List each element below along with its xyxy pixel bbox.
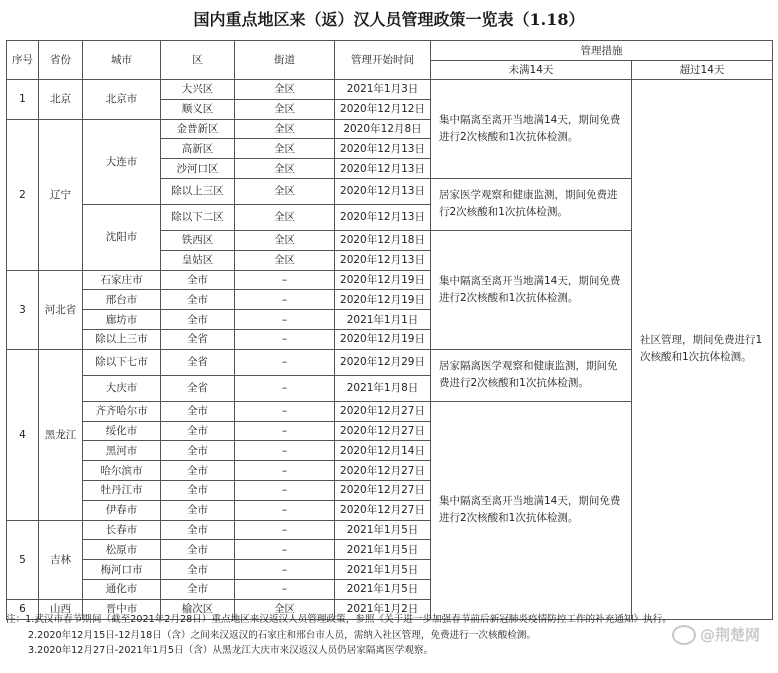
city-cell: 沈阳市 <box>83 204 161 270</box>
start-time-cell: 2021年1月5日 <box>335 579 431 599</box>
start-time-cell: 2020年12月19日 <box>335 329 431 349</box>
group-seq: 4 <box>7 349 39 520</box>
group-seq: 6 <box>7 599 39 619</box>
group-province: 黑龙江 <box>39 349 83 520</box>
city-cell: 黑河市 <box>83 441 161 461</box>
street-cell: 全区 <box>235 599 335 619</box>
street-cell: – <box>235 421 335 441</box>
district-cell: 全市 <box>161 520 235 540</box>
street-cell: 全区 <box>235 119 335 139</box>
district-cell: 全市 <box>161 560 235 580</box>
street-cell: – <box>235 560 335 580</box>
city-cell: 长春市 <box>83 520 161 540</box>
measure-cell: 集中隔离至离开当地满14天，期间免费进行2次核酸和1次抗体检测。 <box>431 230 632 349</box>
street-cell: – <box>235 375 335 401</box>
city-cell: 松原市 <box>83 540 161 560</box>
district-cell: 全市 <box>161 401 235 421</box>
district-cell: 沙河口区 <box>161 159 235 179</box>
district-cell: 全市 <box>161 500 235 520</box>
city-cell: 邢台市 <box>83 290 161 310</box>
group-province: 辽宁 <box>39 119 83 270</box>
street-cell: – <box>235 441 335 461</box>
district-cell: 全市 <box>161 310 235 330</box>
group-province: 北京 <box>39 80 83 120</box>
start-time-cell: 2021年1月3日 <box>335 80 431 100</box>
district-cell: 全省 <box>161 349 235 375</box>
street-cell: 全区 <box>235 99 335 119</box>
street-cell: 全区 <box>235 139 335 159</box>
header-district: 区 <box>161 41 235 80</box>
district-cell: 全市 <box>161 540 235 560</box>
start-time-cell: 2020年12月27日 <box>335 401 431 421</box>
street-cell: 全区 <box>235 204 335 230</box>
start-time-cell: 2020年12月29日 <box>335 349 431 375</box>
start-time-cell: 2020年12月12日 <box>335 99 431 119</box>
street-cell: – <box>235 500 335 520</box>
start-time-cell: 2020年12月13日 <box>335 204 431 230</box>
district-cell: 顺义区 <box>161 99 235 119</box>
street-cell: – <box>235 270 335 290</box>
city-cell: 通化市 <box>83 579 161 599</box>
city-cell: 哈尔滨市 <box>83 461 161 481</box>
start-time-cell: 2021年1月2日 <box>335 599 431 619</box>
district-cell: 全市 <box>161 441 235 461</box>
weibo-icon <box>672 625 696 645</box>
street-cell: – <box>235 480 335 500</box>
note-item: 2.2020年12月15日-12月18日（含）之间来汉返汉的石家庄和邢台市人员，需纳入社区管理，免费进行一次核酸检测。 <box>28 629 536 641</box>
header-city: 城市 <box>83 41 161 80</box>
group-province: 山西 <box>39 599 83 619</box>
measure-cell: 集中隔离至离开当地满14天，期间免费进行2次核酸和1次抗体检测。 <box>431 401 632 619</box>
street-cell: – <box>235 401 335 421</box>
start-time-cell: 2020年12月19日 <box>335 270 431 290</box>
district-cell: 全市 <box>161 270 235 290</box>
city-cell: 牡丹江市 <box>83 480 161 500</box>
start-time-cell: 2021年1月5日 <box>335 560 431 580</box>
header-street: 街道 <box>235 41 335 80</box>
start-time-cell: 2021年1月1日 <box>335 310 431 330</box>
start-time-cell: 2020年12月19日 <box>335 290 431 310</box>
district-cell: 金普新区 <box>161 119 235 139</box>
street-cell: – <box>235 540 335 560</box>
start-time-cell: 2020年12月14日 <box>335 441 431 461</box>
measure-cell: 居家隔离医学观察和健康监测，期间免费进行2次核酸和1次抗体检测。 <box>431 349 632 401</box>
start-time-cell: 2020年12月27日 <box>335 461 431 481</box>
street-cell: 全区 <box>235 159 335 179</box>
start-time-cell: 2020年12月8日 <box>335 119 431 139</box>
street-cell: 全区 <box>235 80 335 100</box>
start-time-cell: 2020年12月13日 <box>335 159 431 179</box>
district-cell: 全市 <box>161 290 235 310</box>
note-item: 3.2020年12月27日-2021年1月5日（含）从黑龙江大庆市来汉返汉人员仍居家隔离医学观察。 <box>28 645 434 656</box>
city-cell: 北京市 <box>83 80 161 120</box>
header-under14: 未满14天 <box>431 61 632 80</box>
watermark <box>672 624 760 645</box>
start-time-cell: 2020年12月27日 <box>335 500 431 520</box>
group-seq: 2 <box>7 119 39 270</box>
measure-cell: 居家医学观察和健康监测，期间免费进行2次核酸和1次抗体检测。 <box>431 178 632 230</box>
street-cell: – <box>235 520 335 540</box>
street-cell: – <box>235 310 335 330</box>
notes <box>6 612 772 659</box>
header-over14: 超过14天 <box>632 61 773 80</box>
street-cell: 全区 <box>235 230 335 250</box>
city-cell: 除以上三市 <box>83 329 161 349</box>
start-time-cell: 2021年1月8日 <box>335 375 431 401</box>
start-time-cell: 2020年12月13日 <box>335 139 431 159</box>
district-cell: 全省 <box>161 329 235 349</box>
city-cell: 大庆市 <box>83 375 161 401</box>
city-cell: 石家庄市 <box>83 270 161 290</box>
city-cell: 除以下七市 <box>83 349 161 375</box>
district-cell: 全市 <box>161 579 235 599</box>
city-cell: 齐齐哈尔市 <box>83 401 161 421</box>
district-cell: 除以上三区 <box>161 178 235 204</box>
street-cell: – <box>235 290 335 310</box>
start-time-cell: 2020年12月27日 <box>335 421 431 441</box>
street-cell: 全区 <box>235 250 335 270</box>
header-province: 省份 <box>39 41 83 80</box>
start-time-cell: 2020年12月27日 <box>335 480 431 500</box>
city-cell: 大连市 <box>83 119 161 204</box>
group-province: 吉林 <box>39 520 83 599</box>
city-cell: 绥化市 <box>83 421 161 441</box>
district-cell: 高新区 <box>161 139 235 159</box>
group-seq: 1 <box>7 80 39 120</box>
group-seq: 5 <box>7 520 39 599</box>
district-cell: 全市 <box>161 461 235 481</box>
page-title: 国内重点地区来（返）汉人员管理政策一览表（1.18） <box>193 10 585 29</box>
group-seq: 3 <box>7 270 39 349</box>
start-time-cell: 2020年12月18日 <box>335 230 431 250</box>
street-cell: – <box>235 329 335 349</box>
header-start-time: 管理开始时间 <box>335 41 431 80</box>
street-cell: – <box>235 579 335 599</box>
header-seq: 序号 <box>7 41 39 80</box>
policy-table <box>6 40 773 620</box>
district-cell: 大兴区 <box>161 80 235 100</box>
header-measures: 管理措施 <box>431 41 773 61</box>
district-cell: 榆次区 <box>161 599 235 619</box>
district-cell: 全市 <box>161 480 235 500</box>
over14-measure-cell: 社区管理，期间免费进行1次核酸和1次抗体检测。 <box>632 80 773 620</box>
measure-cell: 集中隔离至离开当地满14天，期间免费进行2次核酸和1次抗体检测。 <box>431 80 632 179</box>
street-cell: – <box>235 461 335 481</box>
district-cell: 除以下二区 <box>161 204 235 230</box>
start-time-cell: 2020年12月13日 <box>335 178 431 204</box>
start-time-cell: 2021年1月5日 <box>335 540 431 560</box>
district-cell: 全市 <box>161 421 235 441</box>
start-time-cell: 2021年1月5日 <box>335 520 431 540</box>
city-cell: 伊春市 <box>83 500 161 520</box>
district-cell: 皇姑区 <box>161 250 235 270</box>
district-cell: 铁西区 <box>161 230 235 250</box>
city-cell: 廊坊市 <box>83 310 161 330</box>
district-cell: 全省 <box>161 375 235 401</box>
city-cell: 梅河口市 <box>83 560 161 580</box>
watermark-text: @荆楚网 <box>699 626 760 644</box>
street-cell: – <box>235 349 335 375</box>
city-cell: 晋中市 <box>83 599 161 619</box>
group-province: 河北省 <box>39 270 83 349</box>
start-time-cell: 2020年12月13日 <box>335 250 431 270</box>
street-cell: 全区 <box>235 178 335 204</box>
note-item: 注：1.武汉市春节期间（截至2021年2月28日）重点地区来汉返汉人员管理政策，参照《关于进一步加强春节前后新冠肺炎疫情防控工作的补充通知》执行。 <box>6 614 672 625</box>
